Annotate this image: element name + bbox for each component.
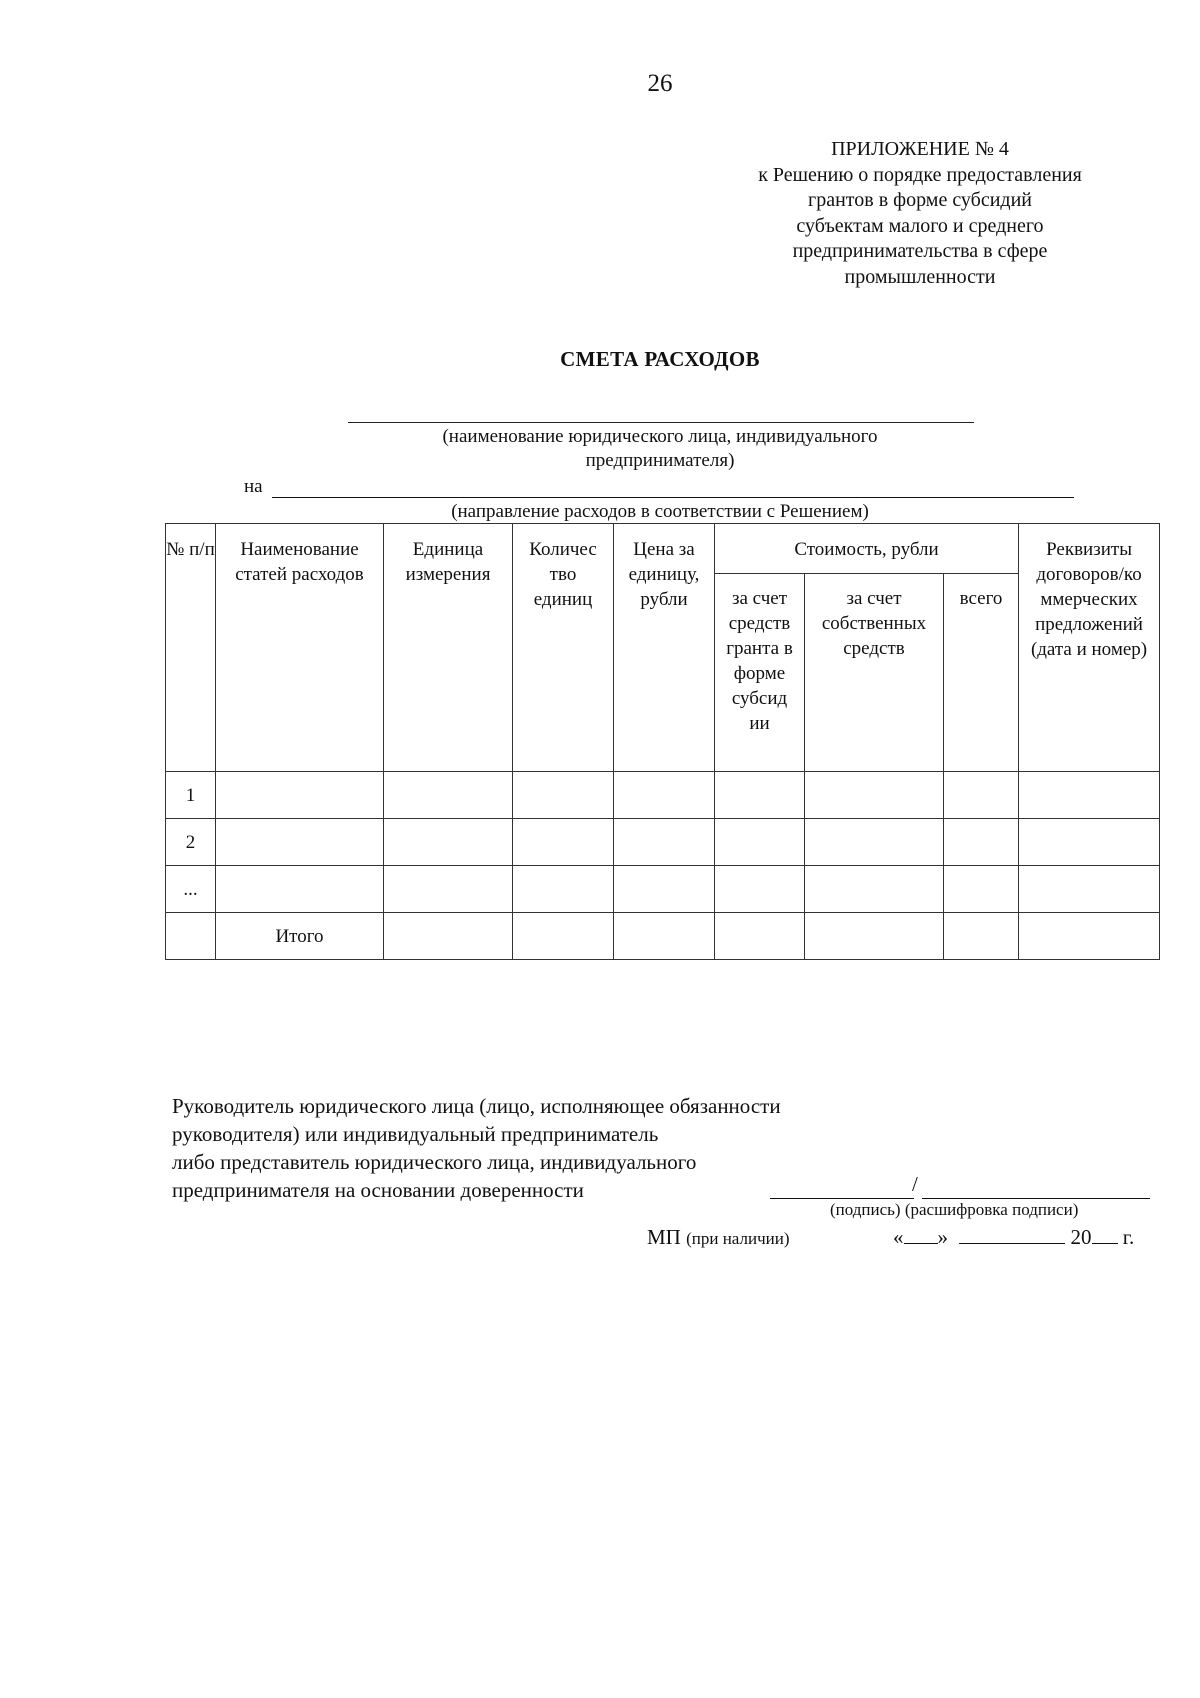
appendix-line: ПРИЛОЖЕНИЕ № 4 xyxy=(831,138,1009,160)
header-quantity: Количес тво единиц xyxy=(513,524,614,772)
header-cost-total: всего xyxy=(944,574,1019,772)
signature-slash: / xyxy=(912,1172,918,1196)
header-cost: Стоимость, рубли xyxy=(715,524,1019,574)
signature-caption: (подпись) (расшифровка подписи) xyxy=(830,1200,1079,1219)
direction-caption: (направление расходов в соответствии с Решением) xyxy=(451,501,869,522)
entity-caption xyxy=(300,425,1020,473)
table-row-total xyxy=(166,913,1160,960)
direction-line xyxy=(272,497,1074,498)
row-total-label: Итого xyxy=(216,913,384,960)
row-item-name xyxy=(216,866,384,913)
appendix-line: промышленности xyxy=(844,265,996,288)
header-unit: Единица измерения xyxy=(384,524,513,772)
stamp-label: МП xyxy=(647,1225,681,1249)
signature-line xyxy=(770,1198,914,1199)
appendix-line: к Решению о порядке предоставления xyxy=(758,163,1082,186)
header-cost-grant: за счет средств гранта в форме субсид ии xyxy=(715,574,805,772)
table-row xyxy=(166,866,1160,913)
entity-caption-line: предпринимателя) xyxy=(585,450,735,471)
estimate-table xyxy=(165,523,1160,960)
year-prefix: 20 xyxy=(1070,1225,1092,1249)
signer-block xyxy=(172,1092,781,1204)
table-row xyxy=(166,772,1160,819)
appendix-line: предпринимательства в сфере xyxy=(792,240,1048,262)
date-quote-open: « xyxy=(893,1225,904,1249)
page-number: 26 xyxy=(647,70,673,97)
row-number: 2 xyxy=(166,819,216,866)
row-item-name xyxy=(216,772,384,819)
header-unit-price: Цена за единицу, рубли xyxy=(614,524,715,772)
row-number: ... xyxy=(166,866,216,913)
header-item-name: Наименование статей расходов xyxy=(216,524,384,772)
row-number: 1 xyxy=(166,772,216,819)
header-number: № п/п xyxy=(166,524,216,772)
signer-line: Руководитель юридического лица (лицо, исполняющее обязанности xyxy=(172,1094,781,1118)
signer-line: либо представитель юридического лица, индивидуального xyxy=(172,1150,697,1174)
document-title: СМЕТА РАСХОДОВ xyxy=(560,347,760,371)
row-item-name xyxy=(216,819,384,866)
appendix-line: грантов в форме субсидий xyxy=(807,189,1033,211)
row-number xyxy=(166,913,216,960)
entity-caption-line: (наименование юридического лица, индивидуального xyxy=(442,426,878,447)
year-suffix: г. xyxy=(1122,1225,1135,1249)
appendix-header xyxy=(720,137,1120,290)
date-quote-close: » xyxy=(937,1225,948,1249)
header-cost-own: за счет собственных средств xyxy=(805,574,944,772)
signer-line: руководителя) или индивидуальный предприниматель xyxy=(172,1122,659,1146)
date-field xyxy=(893,1225,1134,1250)
appendix-line: субъектам малого и среднего xyxy=(796,214,1044,237)
signature-decode-line xyxy=(922,1198,1150,1199)
header-requisites: Реквизиты договоров/ко ммерческих предложений (дата и номер) xyxy=(1019,524,1160,772)
stamp-note: (при наличии) xyxy=(686,1229,790,1248)
entity-name-line xyxy=(348,422,974,423)
signer-line: предпринимателя на основании доверенности xyxy=(172,1178,584,1202)
direction-prefix: на xyxy=(244,476,263,497)
table-row xyxy=(166,819,1160,866)
stamp-place xyxy=(647,1225,789,1250)
